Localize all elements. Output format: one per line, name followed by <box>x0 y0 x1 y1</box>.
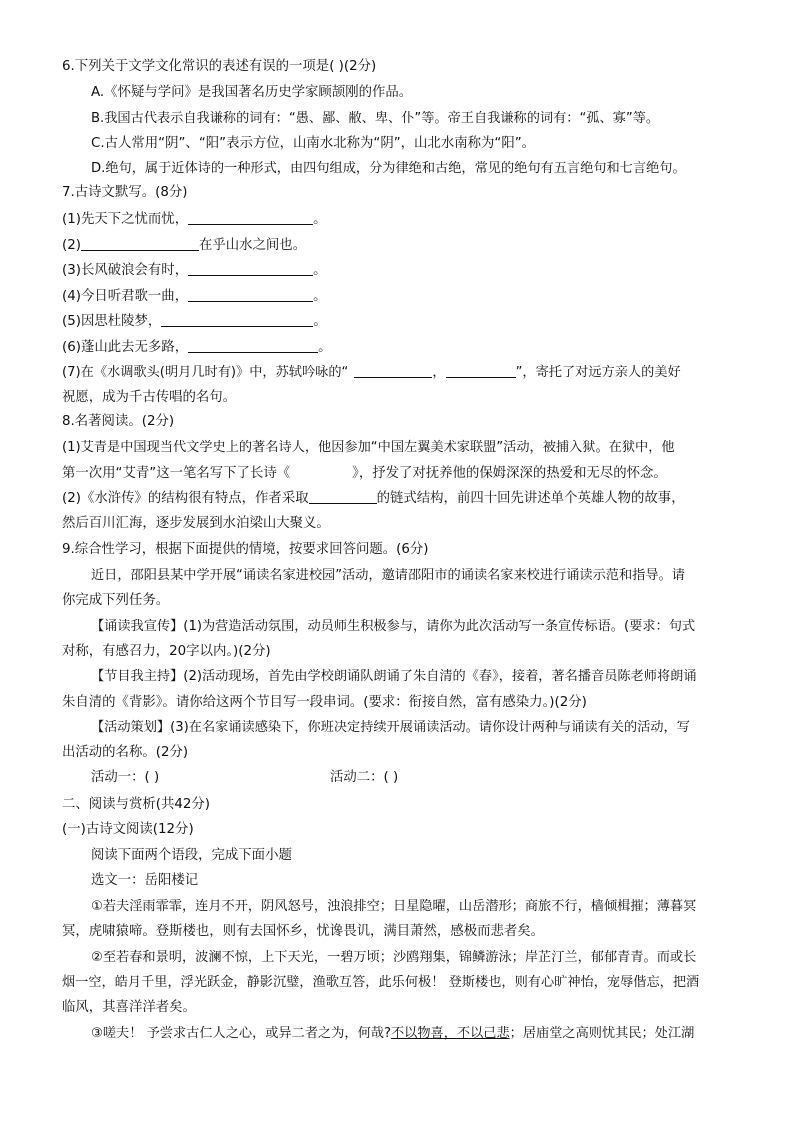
q7-item-1 <box>62 210 326 230</box>
q9-task1-line1: 【诵读我宣传】(1)为营造活动氛围，动员师生积极参与，请你为此次活动写一条宣传标语。(要求：句式 <box>91 619 696 634</box>
q9-task3-line1: 【活动策划】(3)在名家诵读感染下，你班决定持续开展诵读活动。请你设计两种与诵读有关的活动，写 <box>91 720 690 735</box>
passage-para3-text: ③嗟夫！ 予尝求古仁人之心，或异二者之为，何哉? <box>91 1026 391 1041</box>
q7-item-6-end: 。 <box>318 340 332 355</box>
selection-1-title: 选文一：岳阳楼记 <box>91 873 199 888</box>
q9-activity-2[interactable]: 活动二：( ) <box>330 770 399 785</box>
q6-option-d: D.绝句，属于近体诗的一种形式，由四句组成，分为律绝和古绝，常见的绝句有五言绝句和七言绝句。 <box>91 161 686 176</box>
answer-blank[interactable] <box>188 287 313 302</box>
q7-item-5 <box>62 312 327 332</box>
q8-p2-text-end: 的链式结构，前四十回先讲述单个英雄人物的故事， <box>376 491 685 506</box>
passage-para1-line2: 冥，虎啸猿啼。登斯楼也，则有去国怀乡，忧谗畏讥，满目萧然，感极而悲者矣。 <box>62 924 545 939</box>
q9-task1-line2: 对称，有感召力，20字以内。)(2分) <box>62 644 271 659</box>
answer-blank[interactable] <box>81 236 199 251</box>
q9-task2-line2: 朱自清的《背影》。请你给这两个节目写一段串词。(要求：衔接自然，富有感染力。)(2分) <box>62 695 587 710</box>
passage-para2-line2: 烟一空，皓月千里，浮光跃金，静影沉璧，渔歌互答，此乐何极！ 登斯楼也，则有心旷神怡，宠辱偕忘，把酒 <box>62 975 700 990</box>
q7-item-7-cont: 祝愿，成为千古传唱的名句。 <box>62 390 237 405</box>
section-2-title: 二、阅读与赏析(共42分) <box>62 797 211 812</box>
answer-blank[interactable] <box>309 489 377 504</box>
q7-item-5-end: 。 <box>313 314 327 329</box>
q6-option-a: A.《怀疑与学问》是我国著名历史学家顾颉刚的作品。 <box>91 85 413 100</box>
answer-blank[interactable] <box>354 363 432 378</box>
q7-item-4 <box>62 287 326 307</box>
q7-item-2-text: (2) <box>62 238 81 253</box>
q9-stem: 9.综合性学习，根据下面提供的情境，按要求回答问题。(6分) <box>62 542 429 557</box>
section-2-subtitle: (一)古诗文阅读(12分) <box>62 822 194 837</box>
q9-activity-1[interactable]: 活动一：( ) <box>91 770 160 785</box>
q9-intro-line2: 你完成下列任务。 <box>62 593 170 608</box>
q7-item-3 <box>62 261 326 281</box>
answer-blank[interactable] <box>188 210 313 225</box>
q7-item-1-end: 。 <box>313 212 327 227</box>
q7-item-3-text: (3)长风破浪会有时， <box>62 263 189 278</box>
q9-intro-line1: 近日，邵阳县某中学开展“诵读名家进校园”活动，邀请邵阳市的诵读名家来校进行诵读示范和指导。请 <box>91 568 685 583</box>
q7-item-7-rest: ”，寄托了对远方亲人的美好 <box>515 365 681 380</box>
q6-stem: 6.下列关于文学文化常识的表述有误的一项是( )(2分) <box>62 59 377 74</box>
q7-item-4-text: (4)今日听君歌一曲， <box>62 289 189 304</box>
q7-item-2-end: 在乎山水之间也。 <box>198 238 307 253</box>
answer-blank[interactable] <box>188 261 313 276</box>
q9-task3-line2: 出活动的名称。(2分) <box>62 745 189 760</box>
q7-item-3-end: 。 <box>313 263 327 278</box>
passage-para2-line1: ②至若春和景明，波澜不惊，上下天光，一碧万顷；沙鸥翔集，锦鳞游泳；岸芷汀兰，郁郁青青。而或长 <box>91 950 697 965</box>
q7-item-1-text: (1)先天下之忧而忧， <box>62 212 189 227</box>
q7-item-7-text: (7)在《水调歌头(明月几时有)》中，苏轼吟咏的“ <box>62 365 349 380</box>
q6-option-b: B.我国古代表示自我谦称的词有：“愚、鄙、敝、卑、仆”等。帝王自我谦称的词有：“孤、寡”等。 <box>91 111 660 126</box>
q7-item-7-comma: ， <box>432 365 446 380</box>
section-2-instruction: 阅读下面两个语段，完成下面小题 <box>91 848 292 863</box>
q8-p1-text: 第一次用“艾青”这一笔名写下了长诗《 <box>62 466 291 481</box>
passage-para2-line3: 临风，其喜洋洋者矣。 <box>62 1000 196 1015</box>
q8-p2-line1 <box>62 489 685 509</box>
q8-p2-text: (2)《水浒传》的结构很有特点，作者采取 <box>62 491 309 506</box>
q8-p1-line2 <box>62 464 667 484</box>
passage-para3-text-end: ；居庙堂之高则忧其民；处江湖 <box>509 1026 695 1041</box>
passage-para3-line1 <box>91 1024 694 1044</box>
q7-item-2 <box>62 236 306 256</box>
passage-para1-line1: ①若夫淫雨霏霏，连月不开，阴风怒号，浊浪排空；日星隐曜，山岳潜形；商旅不行，樯倾楫摧；薄暮冥 <box>91 899 697 914</box>
q8-p2-line2: 然后百川汇海，逐步发展到水泊梁山大聚义。 <box>62 516 330 531</box>
q8-p1-line1: (1)艾青是中国现当代文学史上的著名诗人，他因参加“中国左翼美术家联盟”活动，被捕入狱。在狱中，他 <box>62 440 675 455</box>
answer-blank[interactable] <box>446 363 516 378</box>
q7-item-5-text: (5)因思杜陵梦， <box>62 314 162 329</box>
q7-item-4-end: 。 <box>313 289 327 304</box>
q7-item-7 <box>62 363 681 383</box>
underlined-phrase: 不以己悲 <box>456 1026 510 1041</box>
q7-item-6 <box>62 338 331 358</box>
q6-option-c: C.古人常用“阴”、“阳”表示方位，山南水北称为“阴”，山北水南称为“阳”。 <box>91 136 536 151</box>
q9-task2-line1: 【节目我主持】(2)活动现场，首先由学校朗诵队朗诵了朱自清的《春》，接着，著名播音员陈老师将朗诵 <box>91 669 697 684</box>
q7-stem: 7.古诗文默写。(8分) <box>62 185 188 200</box>
q7-item-6-text: (6)蓬山此去无多路， <box>62 340 189 355</box>
answer-blank[interactable] <box>161 312 313 327</box>
q8-stem: 8.名著阅读。(2分) <box>62 414 175 429</box>
q8-p1-text-end: 》，抒发了对抚养他的保姆深深的热爱和无尽的怀念。 <box>352 466 667 481</box>
answer-blank[interactable] <box>188 338 318 353</box>
underlined-phrase: 不以物喜， <box>390 1026 457 1041</box>
